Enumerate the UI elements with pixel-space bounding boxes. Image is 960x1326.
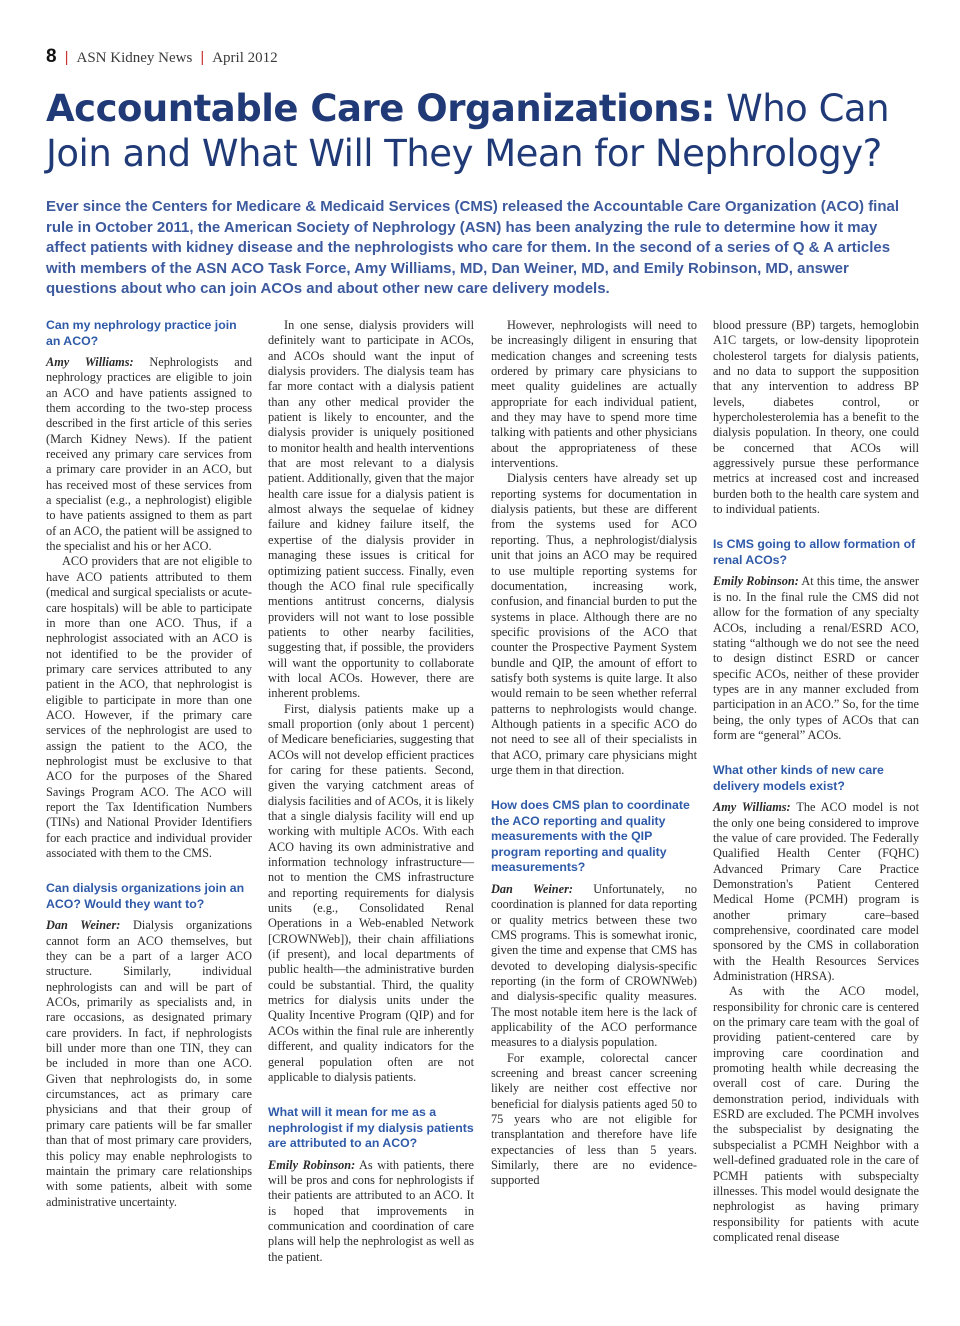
answer-text: Dialysis organizations cannot form an ACO themselves, but they can be a part of a larger ACO structure. Similarly, individual nephrologists can and will be part of ACOs, primarily as specialists and, in rare occasions, as designated primary care providers. In fact, if nephrologists bill under more than one TIN, they can be included in more than one ACO. Given that nephrologists do, in some circumstances, act as primary care physicians and that their group of primary care patients will be far smaller than that of most primary care providers, this policy may enable nephrologists to maintain the primary care relationships with some patients, albeit with some administrative uncertainty. [46,918,253,1209]
article-title-bold: Accountable Care Organizations: [46,87,715,130]
question-heading: Can my nephrology practice join an ACO? [46,318,237,348]
answer-paragraph [491,882,697,1051]
column-1 [46,318,252,1210]
column-2 [268,318,474,1265]
body-paragraph: However, nephrologists will need to be increasingly diligent in ensuring that medication changes and screening tests ordered by primary care physicians to meet quality guidelines are actually appropriate for each individual patient, and they may have to spend more time talking with patients and other physicians about the appropriateness of these interventions. [491,318,697,471]
question-heading: Is CMS going to allow formation of renal ACOs? [713,537,916,567]
body-paragraph: blood pressure (BP) targets, hemoglobin A1C targets, or low-density lipoprotein cholesterol targets for dialysis patients, and no data to support the supposition that any intervention to address BP levels, diabetes control, or hypercholesterolemia has a benefit to the dialysis population. In theory, one could be concerned that ACOs will aggressively pursue these performance metrics at increased cost and increased burden both to the health care system and to individual patients. [713,318,919,517]
article-intro: Ever since the Centers for Medicare & Medicaid Services (CMS) released the Accountable Care Organization (ACO) final rule in October 2011, the American Society of Nephrology (ASN) has been analyzing the rule to determine how it may affect patients with kidney disease and the nephrologists who care for them. In the second of a series of Q & A articles with members of the ASN ACO Task Force, Amy Williams, MD, Dan Weiner, MD, and Emily Robinson, MD, answer questions about who can join ACOs and about other new care delivery models. [46,198,900,297]
answer-text: At this time, the answer is no. In the final rule the CMS did not allow for the formation of any specialty ACOs, including a renal/ESRD ACO, stating “although we do not see the need to design distinct ESRD or cancer specific ACOs, neither of these provider types are in any manner excluded from participation in an ACO.” So, for the time being, the only types of ACOs that can form are “general” ACOs. [713,574,919,742]
question-heading: Can dialysis organizations join an ACO? Would they want to? [46,881,245,911]
body-paragraph: For example, colorectal cancer screening and breast cancer screening likely are neither cost effective nor beneficial for dialysis patients aged 50 to 75 years who are not eligible for transplantation and therefore have life expectancies of less than 5 years. Similarly, there are no evidence-supported [491,1050,697,1188]
page-number: 8 [46,46,57,67]
header-separator-2: | [200,49,205,66]
body-paragraph: Dialysis centers have already set up reporting systems for documentation in dialysis patients, but these are different from the systems used for ACO reporting. Thus, a nephrologist/dialysis unit that joins an ACO may be required to use multiple reporting systems for documentation, increasing work, confusion, and financial burden to put the systems in place. Although there are no specific provisions of the ACO that counter the Prospective Payment System bundle and QIP, the amount of effort to satisfy both systems is quite large. It also would remain to be seen whether referral patterns to nephrologists would change. Although patients in a specific ACO do not need to see all of their specialists in that ACO, primary care physicians might urge them in that direction. [491,471,697,777]
header-separator: | [64,49,69,66]
page-header [46,46,278,68]
answer-text: Unfortunately, no coordination is planned for data reporting or quality metrics between these two CMS programs. This is somewhat ironic, given the time and expense that CMS has devoted to developing dialysis-specific reporting (in the form of CROWNWeb) and dialysis-specific quality measures. The most notable item here is the lack of applicability of the ACO performance measures to a dialysis population. [491,881,698,1050]
answer-text: Nephrologists and nephrology practices are eligible to join an ACO and have patients assigned to them according to the two-step process described in the first article of this series (March Kidney News). If the patient received any primary care services from a primary care provider in an ACO, but has received most of these services from a specialist (e.g., a nephrologist) eligible to have patients assigned to them as part of an ACO, the patient will be assigned to the specialist and his or her ACO. [46,355,252,554]
answer-paragraph [46,918,252,1210]
body-paragraph: ACO providers that are not eligible to have ACO patients attributed to them (medical and surgical specialists or acute-care hospitals) will be able to participate in more than one ACO. Thus, if a nephrologist associated with an ACO is not identified to be the provider of primary care services attributed to any patient in the ACO, that nephrologist is eligible to participate in more than one ACO. However, if the primary care services of the nephrologist are used to assign the patient to the ACO, the nephrologist must be exclusive to that ACO for the purposes of the Shared Savings Program ACO. The ACO will report the Tax Identification Numbers (TINs) and National Provider Identifiers for each practice and individual provider associated with them to the CMS. [46,554,252,860]
article-title-rest: Who Can Join and What Will They Mean for Nephrology? [46,87,890,175]
speaker-name: Emily Robinson: [268,1157,356,1172]
speaker-name: Dan Weiner: [491,881,573,896]
article-title [46,86,926,176]
speaker-name: Amy Williams: [46,355,134,369]
answer-paragraph [268,1158,474,1265]
body-paragraph: In one sense, dialysis providers will definitely want to participate in ACOs, and ACOs should want the input of dialysis providers. The dialysis team has far more contact with a dialysis patient than any other medical provider the patient is likely to encounter, and the dialysis provider is uniquely positioned to monitor health and health interventions that are most relevant to a dialysis patient. Additionally, given that the major health care issue for a dialysis patient is almost always the sequelae of kidney failure and kidney failure itself, the expertise of the dialysis provider in managing these issues is critical for optimizing patient success. Finally, even though the ACO final rule specifically mentions antitrust concerns, dialysis providers will not want to lose possible patients to other nearby facilities, suggesting that, if possible, the providers will want the opportunity to collaborate with local ACOs. However, there are inherent problems. [268,318,474,701]
speaker-name: Emily Robinson: [713,574,799,589]
speaker-name: Dan Weiner: [46,918,121,933]
answer-paragraph [713,574,919,743]
answer-text: The ACO model is not the only one being considered to improve the value of care provided. The Federally Qualified Health Center (FQHC) Advanced Primary Care Practice Demonstration's Patient Centered Medical Home (PCMH) program is another primary care–based comprehensive, coordinated care model sponsored by the CMS in collaboration with the Health Resources Services Administration (HRSA). [713,800,919,984]
body-paragraph: As with the ACO model, responsibility for chronic care is centered on the primary care team with the goal of providing patient-centered care by improving care coordination and promoting health while decreasing the overall cost of care. During the demonstration period, individuals with ESRD are excluded. The PCMH involves the subspecialist by designating the subspecialist a PCMH Neighbor with a well-defined graduated role in the care of PCMH patients with subspecialty illnesses. This model would designate the nephrologist as having primary responsibility for patients with acute complicated renal disease [713,984,919,1244]
question-heading: How does CMS plan to coordinate the ACO reporting and quality measurements with the QIP program reporting and quality measurements? [491,798,690,875]
answer-paragraph [713,800,919,984]
column-4 [713,318,919,1245]
question-heading: What will it mean for me as a nephrologist if my dialysis patients are attributed to an ACO? [268,1105,474,1151]
question-heading: What other kinds of new care delivery models exist? [713,763,884,793]
column-3 [491,318,697,1189]
body-paragraph: First, dialysis patients make up a small proportion (only about 1 percent) of Medicare beneficiaries, suggesting that ACOs will not develop efficient practices for caring for these patients. Second, given the varying catchment areas of dialysis facilities and of ACOs, it is likely that a single dialysis facility will end up working with multiple ACOs. With each ACO having its own administrative and information technology infrastructure—not to mention the CMS infrastructure and reporting requirements for dialysis units (e.g., Consolidated Renal Operations in a Web-enabled Network [CROWNWeb]), their chain affiliations (if present), and local departments of public health—the administrative burden could be substantial. Third, the quality metrics for dialysis units under the Quality Incentive Program (QIP) and for ACOs within the final rule are inherently different, and quality indicators for the general population often are not applicable to dialysis patients. [268,701,474,1084]
answer-paragraph [46,355,252,554]
publication-name: ASN Kidney News [76,50,193,66]
answer-text: As with patients, there will be pros and cons for nephrologists if their patients are attributed to an ACO. It is hoped that improvements in communication and coordination of care plans will help the nephrologist as well as the patient. [268,1157,474,1264]
speaker-name: Amy Williams: [713,800,791,815]
issue-date: April 2012 [212,50,278,66]
